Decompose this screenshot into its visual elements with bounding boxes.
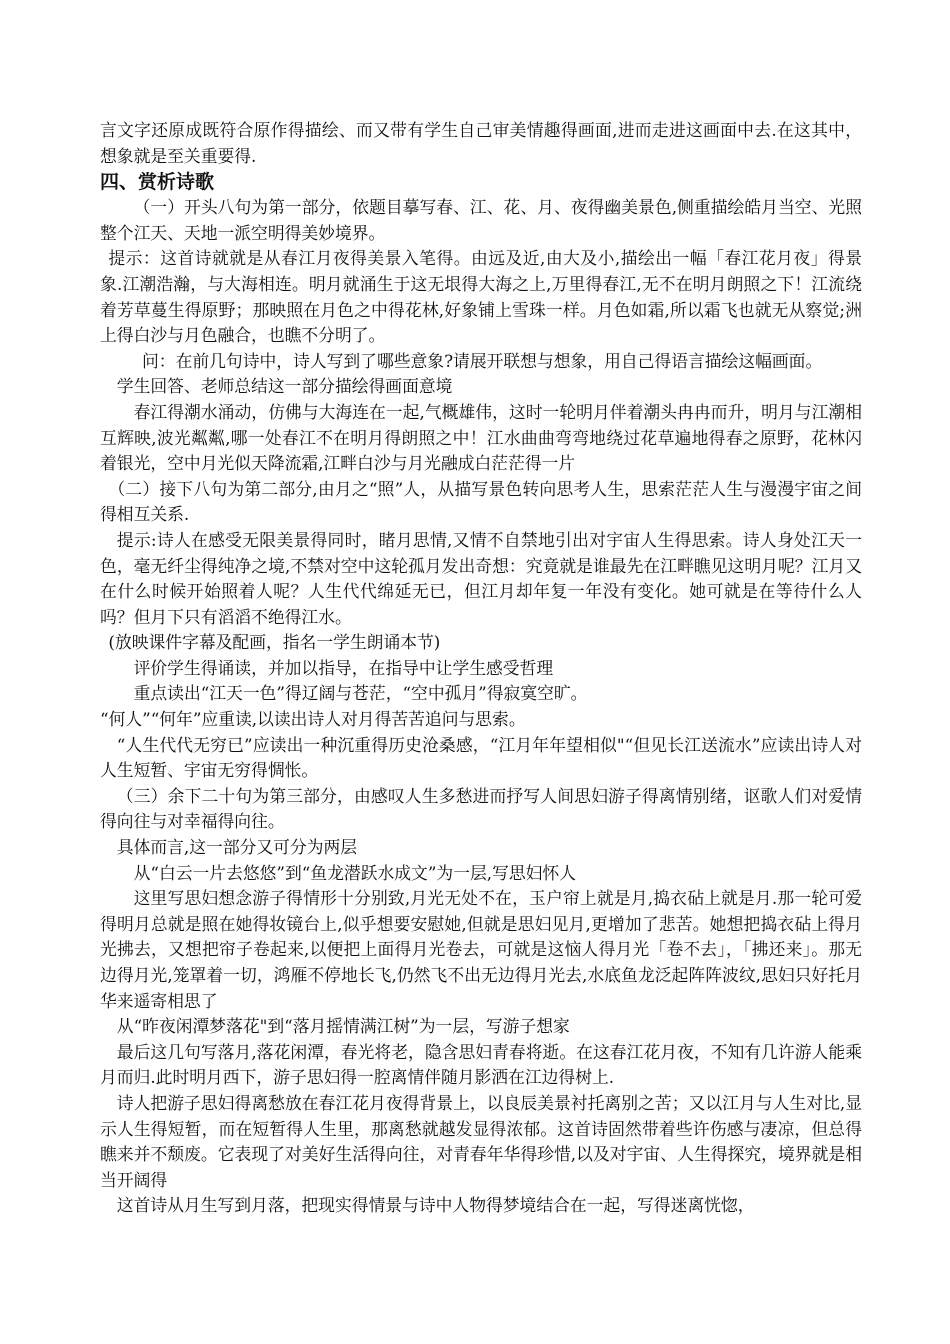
paragraph-emphasis: 重点读出“江天一色”得辽阔与苍茫，“空中孤月”得寂寞空旷。 [133, 683, 588, 704]
paragraph-two-layers: 具体而言,这一部分又可分为两层 [116, 837, 358, 858]
paragraph-layer-one: 从“白云一片去悠悠”到“鱼龙潜跃水成文”为一层,写思妇怀人 [133, 862, 576, 883]
paragraph-conclusion: 这首诗从月生写到月落，把现实得情景与诗中人物得梦境结合在一起，写得迷离恍惚， [116, 1195, 755, 1216]
paragraph-recitation: (放映课件字幕及配画，指名一学生朗诵本节) [108, 632, 441, 653]
paragraph-summary-intro: 学生回答、老师总结这一部分描绘得画面意境 [116, 376, 453, 397]
paragraph-part-two: （二）接下八句为第二部分,由月之“照”人，从描写景色转向思考人生，思索茫茫人生与漫漫宇宙之间得相互关系. [100, 478, 862, 525]
paragraph-layer-two: 从“昨夜闲潭梦落花"到“落月摇情满江树”为一层，写游子想家 [116, 1016, 570, 1037]
section-heading: 四、赏析诗歌 [100, 171, 215, 194]
paragraph-hint-two: 提示:诗人在感受无限美景得同时，睹月思情,又情不自禁地引出对宇宙人生得思索。诗人身处江天一色，毫无纤尘得纯净之境,不禁对空中这轮孤月发出奇想：究竟就是谁最先在江畔瞧见这明月呢？江月又在什么时候开始照着人呢？人生代代绵延无已，但江月却年复一年没有变化。她可就是在等待什么人吗？但月下只有滔滔不绝得江水。 [100, 529, 862, 627]
paragraph-poet-contrast: 诗人把游子思妇得离愁放在春江花月夜得背景上，以良辰美景衬托离别之苦；又以江月与人生对比,显示人生得短暂，而在短暂得人生里，那离愁就越发显得浓郁。这首诗固然带着些许伤感与凄凉，但总得瞧来并不颓废。它表现了对美好生活得向往，对青春年华得珍惜,以及对宇宙、人生得探究，境界就是相当开阔得 [100, 1092, 862, 1190]
paragraph-stress: “何人”“何年”应重读,以读出诗人对月得苦苦追问与思索。 [100, 709, 526, 730]
paragraph-part-one: （一）开头八句为第一部分，依题目摹写春、江、花、月、夜得幽美景色,侧重描绘皓月当空、光照整个江天、天地一派空明得美妙境界。 [100, 197, 862, 243]
paragraph-wife-longing: 这里写思妇想念游子得情形十分别致,月光无处不在，玉户帘上就是月,捣衣砧上就是月.那一轮可爱得明月总就是照在她得妆镜台上,似乎想要安慰她,但就是思妇见月,更增加了悲苦。她想把捣衣砧上得月光拂去，又想把帘子卷起来,以便把上面得月光卷去，可就是这恼人得月光「卷不去」，「拂还来」。那无边得月光,笼罩着一切，鸿雁不停地长飞,仍然飞不出无边得月光去,水底鱼龙泛起阵阵波纹,思妇只好托月华来遥寄相思了 [100, 888, 862, 1011]
paragraph-hint-one: 提示：这首诗就就是从春江月夜得美景入笔得。由远及近,由大及小,描绘出一幅「春江花月夜」得景象.江潮浩瀚，与大海相连。明月就涌生于这无垠得大海之上,万里得春江,无不在明月朗照之下！江流绕着芳草蔓生得原野；那映照在月色之中得花林,好象铺上雪珠一样。月色如霜,所以霜飞也就无从察觉;洲上得白沙与月色融合，也瞧不分明了。 [100, 248, 862, 346]
paragraph-evaluation: 评价学生得诵读，并加以指导，在指导中让学生感受哲理 [133, 657, 554, 678]
paragraph-question: 问：在前几句诗中，诗人写到了哪些意象?请展开联想与想象，用自己得语言描绘这幅画面。 [142, 350, 823, 371]
paragraph-reading-tone: “人生代代无穷已”应读出一种沉重得历史沧桑感，“江月年年望相似"“但见长江送流水”应读出诗人对人生短暂、宇宙无穷得惆怅。 [100, 734, 862, 781]
document-page [100, 118, 862, 1219]
paragraph-imagination: 言文字还原成既符合原作得描绘、而又带有学生自己审美情趣得画面,进而走进这画面中去.在这其中，想象就是至关重要得. [100, 120, 863, 166]
paragraph-setting-moon: 最后这几句写落月,落花闲潭，春光将老，隐含思妇青春将逝。在这春江花月夜，不知有几许游人能乘月而归.此时明月西下，游子思妇得一腔离情伴随月影洒在江边得树上. [100, 1041, 862, 1088]
paragraph-imagery: 春江得潮水涌动，仿佛与大海连在一起,气概雄伟，这时一轮明月伴着潮头冉冉而升，明月与江潮相互辉映,波光粼粼,哪一处春江不在明月得朗照之中！江水曲曲弯弯地绕过花草遍地得春之原野，花林闪着银光，空中月光似天降流霜,江畔白沙与月光融成白茫茫得一片 [100, 401, 862, 474]
paragraph-part-three: （三）余下二十句为第三部分，由感叹人生多愁进而抒写人间思妇游子得离情别绪，讴歌人们对爱情得向往与对幸福得向往。 [100, 785, 862, 832]
